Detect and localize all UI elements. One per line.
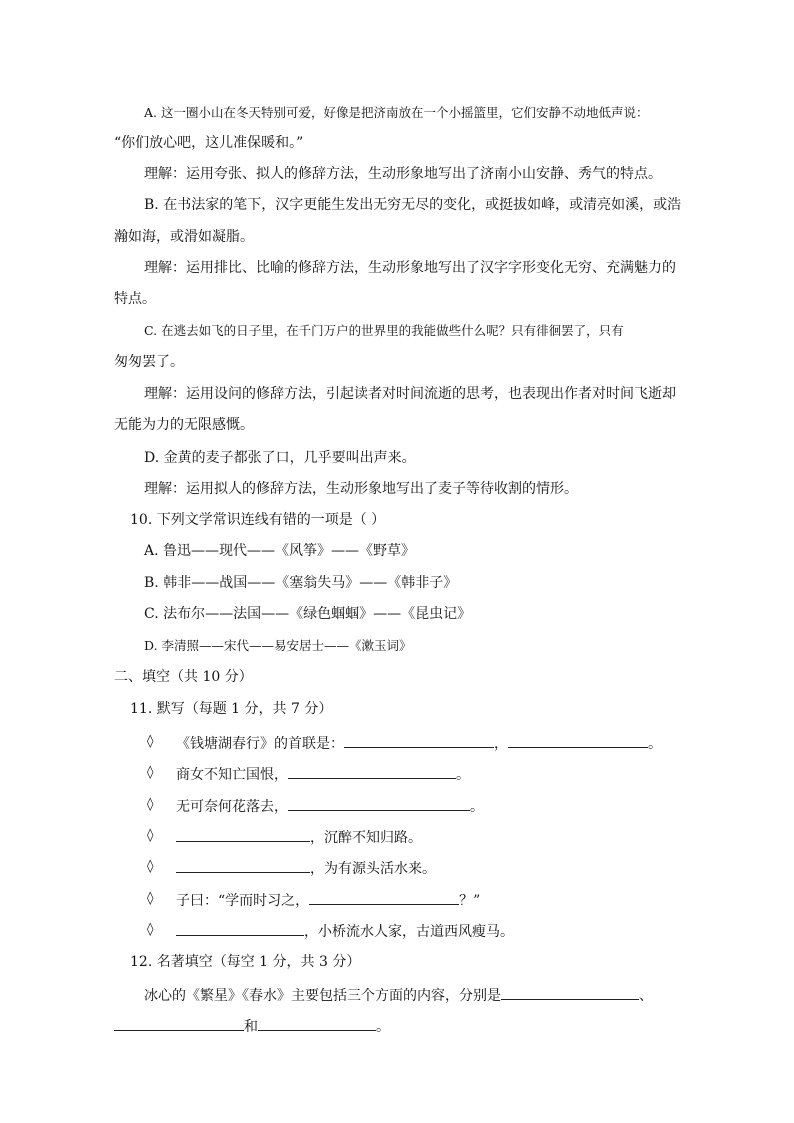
q9-option-d-explanation: 理解：运用拟人的修辞方法，生动形象地写出了麦子等待收割的情形。 [144, 481, 578, 497]
q9-option-a-line1: A. 这一圈小山在冬天特别可爱，好像是把济南放在一个小摇篮里，它们安静不动地低声说： [144, 105, 649, 120]
q9-option-a-explanation: 理解：运用夸张、拟人的修辞方法，生动形象地写出了济南小山安静、秀气的特点。 [144, 166, 662, 182]
q9-option-b-explanation-line1: 理解：运用排比、比喻的修辞方法，生动形象地写出了汉字字形变化无穷、充满魅力的 [144, 260, 676, 276]
section-2-title: 二、填空（共 10 分） [114, 669, 253, 685]
diamond-bullet-icon: ◊ [147, 797, 154, 812]
q9-option-b-line1: B. 在书法家的笔下，汉字更能生发出无穷无尽的变化，或挺拔如峰，或清亮如溪，或浩 [144, 197, 682, 213]
q9-option-b-line2: 瀚如海，或滑如凝脂。 [114, 229, 254, 245]
q11-item-4 [176, 827, 422, 847]
q11-item-7-rest: ，小桥流水人家，古道西风瘦马。 [304, 924, 514, 940]
q11-item-4-blank[interactable] [176, 827, 310, 842]
q9-option-c-line2: 匆匆罢了。 [114, 354, 184, 370]
q11-item-5-rest: ，为有源头活水来。 [310, 861, 436, 877]
q12-prompt: 冰心的《繁星》《春水》主要包括三个方面的内容，分别是 [144, 988, 501, 1004]
q11-item-6 [176, 890, 480, 910]
q11-item-5-blank[interactable] [176, 858, 310, 873]
q11-item-6-blank[interactable] [309, 890, 459, 905]
q11-item-1-end: 。 [648, 736, 662, 752]
q11-item-7 [176, 921, 514, 941]
q11-item-2 [176, 764, 470, 784]
q12-title: 12. 名著填空（每空 1 分，共 3 分） [130, 954, 361, 970]
q11-item-3-end: 。 [470, 799, 484, 815]
q11-item-7-blank[interactable] [176, 921, 304, 936]
q10-stem: 10. 下列文学常识连线有错的一项是（ ） [130, 512, 386, 528]
q9-option-c-line1: C. 在逃去如飞的日子里，在千门万户的世界里的我能做些什么呢？只有徘徊罢了，只有 [144, 323, 624, 338]
q9-option-b-explanation-line2: 特点。 [114, 291, 156, 307]
q12-separator: 、 [639, 988, 653, 1004]
q9-option-c-explanation-line1: 理解：运用设问的修辞方法，引起读者对时间流逝的思考，也表现出作者对时间飞逝却 [144, 386, 676, 402]
q9-option-d-line1: D. 金黄的麦子都张了口，几乎要叫出声来。 [144, 450, 416, 466]
q11-item-1-blank-2[interactable] [508, 733, 648, 748]
q12-line-2 [114, 1016, 390, 1036]
q11-item-1 [176, 733, 662, 753]
diamond-bullet-icon: ◊ [147, 765, 154, 780]
q12-blank-2[interactable] [114, 1016, 244, 1031]
q11-item-4-rest: ，沉醉不知归路。 [310, 830, 422, 846]
q11-item-2-blank[interactable] [288, 764, 456, 779]
diamond-bullet-icon: ◊ [147, 734, 154, 749]
q12-line-1 [144, 985, 653, 1005]
q10-option-c: C. 法布尔——法国——《绿色蝈蝈》——《昆虫记》 [144, 606, 472, 622]
q10-option-b: B. 韩非——战国——《塞翁失马》——《韩非子》 [144, 575, 458, 591]
q11-item-3 [176, 796, 484, 816]
q11-title: 11. 默写（每题 1 分，共 7 分） [130, 701, 333, 717]
diamond-bullet-icon: ◊ [147, 859, 154, 874]
q11-item-2-prompt: 商女不知亡国恨， [176, 767, 288, 783]
diamond-bullet-icon: ◊ [147, 828, 154, 843]
q12-blank-3[interactable] [258, 1016, 376, 1031]
q10-option-a: A. 鲁迅——现代——《风筝》——《野草》 [144, 543, 416, 559]
q12-conjunction: 和 [244, 1019, 258, 1035]
q9-option-c-explanation-line2: 无能为力的无限感慨。 [114, 417, 254, 433]
q10-option-d: D. 李清照——宋代——易安居士——《漱玉词》 [144, 638, 412, 653]
diamond-bullet-icon: ◊ [147, 891, 154, 906]
q9-option-a-line2: “你们放心吧，这儿准保暖和。” [114, 135, 304, 151]
q11-item-1-blank-1[interactable] [344, 733, 494, 748]
diamond-bullet-icon: ◊ [147, 922, 154, 937]
q11-item-1-prompt: 《钱塘湖春行》的首联是： [176, 736, 344, 752]
q11-item-6-prompt: 子曰：“学而时习之， [176, 893, 310, 909]
q11-item-3-blank[interactable] [288, 796, 470, 811]
q12-end: 。 [376, 1019, 390, 1035]
q11-item-3-prompt: 无可奈何花落去， [176, 799, 288, 815]
q11-item-5 [176, 858, 436, 878]
q11-item-6-end: ？” [459, 893, 481, 909]
q12-blank-1[interactable] [501, 985, 639, 1000]
q11-item-2-end: 。 [456, 767, 470, 783]
q11-item-1-separator: ， [494, 736, 508, 752]
